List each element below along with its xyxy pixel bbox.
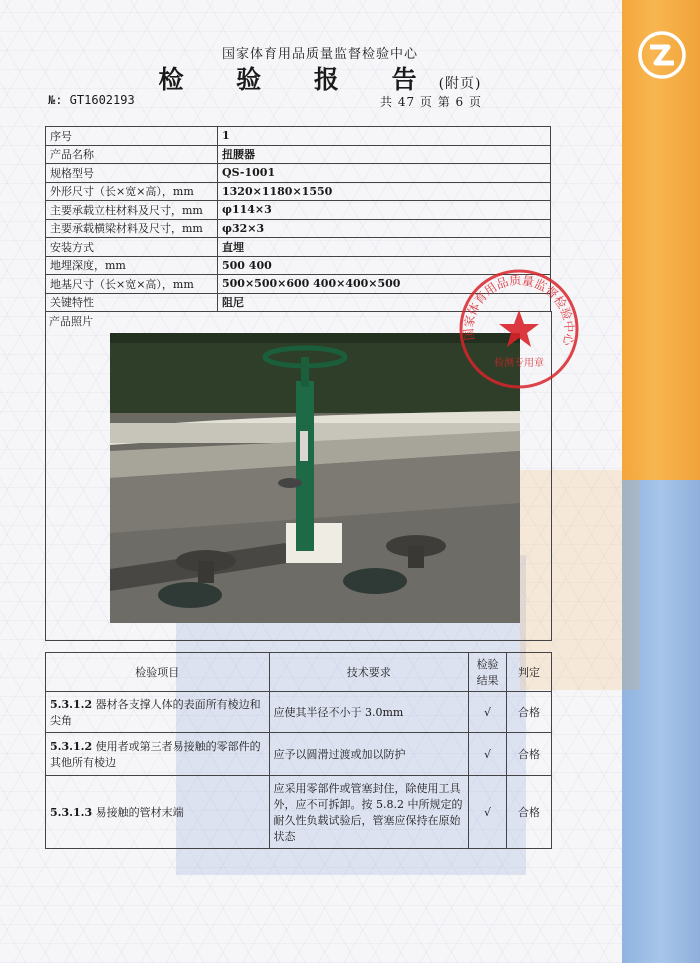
col-result: 检验 结果 bbox=[469, 653, 507, 692]
svg-text:国家体育用品质量监督检验中心: 国家体育用品质量监督检验中心 bbox=[461, 273, 577, 347]
field-value: φ114×3 bbox=[218, 201, 551, 220]
field-label: 地埋深度，mm bbox=[46, 256, 218, 275]
field-value: 阻尼 bbox=[218, 293, 551, 312]
col-verdict: 判定 bbox=[507, 653, 552, 692]
field-value: 500×500×600 400×400×500 bbox=[218, 275, 551, 294]
field-value: 1 bbox=[218, 127, 551, 146]
table-row bbox=[46, 201, 551, 220]
test-result: √ bbox=[469, 776, 507, 849]
table-row bbox=[46, 182, 551, 201]
report-number: №: GT1602193 bbox=[48, 93, 135, 107]
test-result: √ bbox=[469, 733, 507, 776]
page-counter: 共 47 页 第 6 页 bbox=[380, 95, 482, 109]
table-row bbox=[46, 776, 552, 849]
col-item: 检验项目 bbox=[46, 653, 270, 692]
test-result: √ bbox=[469, 692, 507, 733]
field-value: 1320×1180×1550 bbox=[218, 182, 551, 201]
table-row bbox=[46, 238, 551, 257]
test-item: 5.3.1.3 易接触的管材末端 bbox=[46, 776, 270, 849]
photo-label: 产品照片 bbox=[49, 315, 93, 328]
field-label: 关键特性 bbox=[46, 293, 218, 312]
table-row bbox=[46, 164, 551, 183]
field-value: 扭腰器 bbox=[218, 145, 551, 164]
col-req: 技术要求 bbox=[269, 653, 469, 692]
table-row bbox=[46, 219, 551, 238]
test-item: 5.3.1.2 器材各支撑人体的表面所有棱边和尖角 bbox=[46, 692, 270, 733]
field-value: φ32×3 bbox=[218, 219, 551, 238]
test-verdict: 合格 bbox=[507, 776, 552, 849]
inspection-table bbox=[45, 652, 552, 849]
field-label: 规格型号 bbox=[46, 164, 218, 183]
test-item: 5.3.1.2 使用者或第三者易接触的零部件的其他所有棱边 bbox=[46, 733, 270, 776]
official-seal bbox=[452, 262, 587, 397]
table-header-row bbox=[46, 653, 552, 692]
field-value: QS-1001 bbox=[218, 164, 551, 183]
field-label: 地基尺寸（长×宽×高），mm bbox=[46, 275, 218, 294]
test-requirement: 应使其半径不小于 3.0mm bbox=[269, 692, 469, 733]
table-row bbox=[46, 692, 552, 733]
svg-text:检测专用章: 检测专用章 bbox=[494, 358, 544, 369]
org-name: 国家体育用品质量监督检验中心 bbox=[221, 47, 418, 62]
field-label: 主要承载立柱材料及尺寸，mm bbox=[46, 201, 218, 220]
field-label: 主要承载横梁材料及尺寸，mm bbox=[46, 219, 218, 238]
table-row bbox=[46, 127, 551, 146]
test-requirement: 应采用零部件或管塞封住，除使用工具外，应不可拆卸。按 5.8.2 中所规定的耐久性负载试验后，管塞应保持在原始状态 bbox=[269, 776, 469, 849]
field-label: 外形尺寸（长×宽×高），mm bbox=[46, 182, 218, 201]
field-label: 序号 bbox=[46, 127, 218, 146]
center-logo-icon bbox=[637, 30, 687, 80]
table-row bbox=[46, 733, 552, 776]
field-value: 直埋 bbox=[218, 238, 551, 257]
test-verdict: 合格 bbox=[507, 692, 552, 733]
table-row bbox=[46, 145, 551, 164]
test-verdict: 合格 bbox=[507, 733, 552, 776]
field-label: 产品名称 bbox=[46, 145, 218, 164]
field-label: 安装方式 bbox=[46, 238, 218, 257]
field-value: 500 400 bbox=[218, 256, 551, 275]
page-title: 检 验 报 告(附页) bbox=[158, 65, 482, 94]
test-requirement: 应予以圆滑过渡或加以防护 bbox=[269, 733, 469, 776]
